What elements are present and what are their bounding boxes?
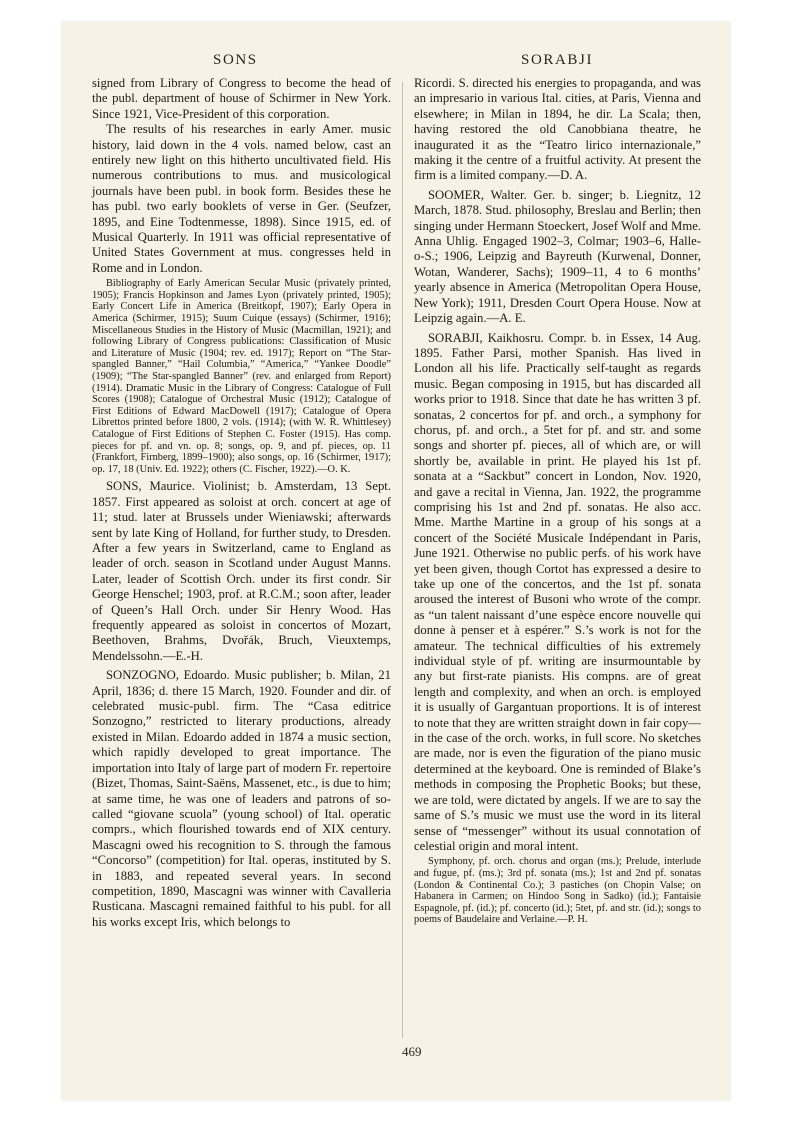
entry-sonzogno: SONZOGNO, Edoardo. Music publisher; b. Milan, 21 April, 1836; d. there 15 March, 1920. Founder and dir. of celebrated music-publ. firm. The “Casa editrice Sonzogno,” restricted to literary productions, already existed in Milan. Edoardo added in 1874 a music section, which rapidly developed to great importance. The importation into Italy of large part of modern Fr. repertoire (Bizet, Thomas, Saint-Saëns, Massenet, etc., is due to him; at same time, he was one of leaders and patrons of so-called “giovane scuola” (young school) of Ital. operatic comprs., which flourished towards end of XIX century. Mascagni owed his recognition to S. through the famous “Concorso” (competition) for Ital. operas, instituted by S. in 1883, and repeated several years. In second competition, 1890, Mascagni was winner with Cavalleria Rusticana. Mascagni remained faithful to his publ. for all his works except Iris, which belongs to bbox=[92, 668, 391, 929]
left-text-continuation: signed from Library of Congress to become the head of the publ. department of house of Schirmer in New York. Since 1921, Vice-President of this corporation. bbox=[92, 76, 391, 121]
entry-sons: SONS, Maurice. Violinist; b. Amsterdam, 13 Sept. 1857. First appeared as soloist at orch. concert at age of 11; stud. later at Brussels under Wieniawski; afterwards sent by late King of Holland, for further study, to Dresden. After a few years in Switzerland, came to England as leader of orch. season in Scotland under August Manns. Later, leader of Scottish Orch. under its first condr. Sir George Henschel; 1903, prof. at R.C.M.; soon after, leader of Queen’s Hall Orch. under Sir Henry Wood. Has frequently appeared as soloist in concertos of Mozart, Beethoven, Brahms, Dvořák, Bruch, Vieuxtemps, Mendelssohn.—E.-H. bbox=[92, 479, 391, 663]
column-divider bbox=[402, 82, 403, 1038]
right-column bbox=[414, 76, 701, 929]
running-head-left: SONS bbox=[213, 52, 258, 68]
right-text-continuation: Ricordi. S. directed his energies to propaganda, and was an impresario in various Ital. cities, at Paris, Vienna and elsewhere; in Milan in 1894, he dir. La Scala; then, having restored the old Canobbiana theatre, he inaugurated it as the “Teatro lirico internazionale,” making it the centre of a fruitful activity. At present the firm is a limited company.—D. A. bbox=[414, 76, 701, 183]
bibliography-list: Bibliography of Early American Secular Music (privately printed, 1905); Francis Hopkinson and James Lyon (privately printed, 1905); Early Concert Life in America (Breitkopf, 1907); Early Opera in America (Schirmer, 1915); Suum Cuique (essays) (Schirmer, 1916); Miscellaneous Studies in the History of Music (Macmillan, 1921); and following Library of Congress publications: Classification of Music and Literature of Music (1904; rev. ed. 1917); Report on “The Star-spangled Banner,” “Hail Columbia,” “America,” “Yankee Doodle” (1909); “The Star-spangled Banner” (rev. and enlarged from Report) (1914). Dramatic Music in the Library of Congress: Catalogue of Full Scores (1908); Catalogue of Orchestral Music (1912); Catalogue of First Editions of Edward MacDowell (1917); Catalogue of Opera Librettos printed before 1800, 2 vols. (1914); (with W. R. Whittlesey) Catalogue of First Editions of Stephen C. Foster (1915). Has comp. pieces for pf. and vn. op. 8; songs, op. 9, and pf. pieces, op. 11 (Frankfort, Firnberg, 1899–1900); also songs, op. 16 (Schirmer, 1917); op. 17, 18 (Univ. Ed. 1922); others (C. Fischer, 1922).—O. K. bbox=[92, 278, 391, 475]
left-column bbox=[92, 76, 391, 930]
page-number: 469 bbox=[402, 1044, 422, 1059]
entry-soomer: SOOMER, Walter. Ger. b. singer; b. Liegnitz, 12 March, 1878. Stud. philosophy, Breslau and Berlin; then singing under Hermann Stoeckert, Josef Wolf and Mme. Anna Uhlig. Engaged 1902–3, Colmar; 1903–6, Halle-o-S.; 1906, Leipzig and Bayreuth (Kurwenal, Donner, Wotan, Wanderer, Sachs); 1909–11, 4 to 6 months’ yearly absence in America (Metropolitan Opera House, New York); 1911, Dresden Court Opera House. Now at Leipzig again.—A. E. bbox=[414, 187, 701, 326]
works-list: Symphony, pf. orch. chorus and organ (ms.); Prelude, interlude and fugue, pf. (ms.); 3rd pf. sonata (ms.); 1st and 2nd pf. sonatas (London & Continental Co.); 3 pastiches (on Chopin Valse; on Habanera in Carmen; on Hindoo Song in Sadko) (id.); Fantaisie Espagnole, pf. (id.); pf. concerto (id.); 5tet, pf. and str. (id.); songs to poems of Baudelaire and Verlaine.—P. H. bbox=[414, 856, 701, 926]
running-head-right: SORABJI bbox=[521, 52, 594, 68]
entry-sorabji: SORABJI, Kaikhosru. Compr. b. in Essex, 14 Aug. 1895. Father Parsi, mother Spanish. Has lived in London all his life. Practically self-taught as regards music. Began composing in 1915, but has discarded all works prior to 1918. Since that date he has written 3 pf. sonatas, 2 concertos for pf. and orch., a symphony for chorus, pf. and orch., a 5tet for pf. and str. and some songs and shorter pf. pieces, all of which are, or will shortly be, available in print. He played his 1st pf. sonata at a “Sackbut” concert in London, Nov. 1920, and gave a recital in Vienna, Jan. 1922, the programme comprising his 1st and 2nd pf. sonatas. He also acc. Mme. Marthe Martine in a group of his songs at a concert of the Société Musicale Indépendant in Paris, June 1921. Otherwise no public perfs. of his work have yet been given, though Cortot has expressed a desire to take up one of the concertos, and the 1st pf. sonata aroused the interest of Busoni who wrote of the compr. as “un talent naissant d’une espèce encore nouvelle qui donne à penser et à espérer.” S.’s work is not for the amateur. The technical difficulties of his extremely individual style of pf. writing are insurmountable by any but first-rate pianists. His compns. are of great length and complexity, and when an orch. is employed it is usually of Gargantuan proportions. It is of interest to note that they are written straight down in fair copy—in the case of the orch. works, in full score. No sketches are made, nor is even the figuration of the piano music determined at the keyboard. One is reminded of Blake’s methods in composing the Prophetic Books; but these, we are told, were dictated by angels. If we are to say the same of S.’s music we must use the word in its literal sense of “messenger” without its usual connotation of celestial origin and moral intent. bbox=[414, 330, 701, 853]
left-paragraph: The results of his researches in early Amer. music history, laid down in the 4 vols. named below, cast an entirely new light on this hitherto uncultivated field. His numerous contributions to mus. and musicological journals have been publ. in book form. Besides these he has publ. two early booklets of verse in Ger. (Seufzer, 1895, and Eine Todtenmesse, 1898). Since 1915, ed. of Musical Quarterly. In 1911 was official representative of United States Government at mus. congresses held in Rome and in London. bbox=[92, 122, 391, 275]
